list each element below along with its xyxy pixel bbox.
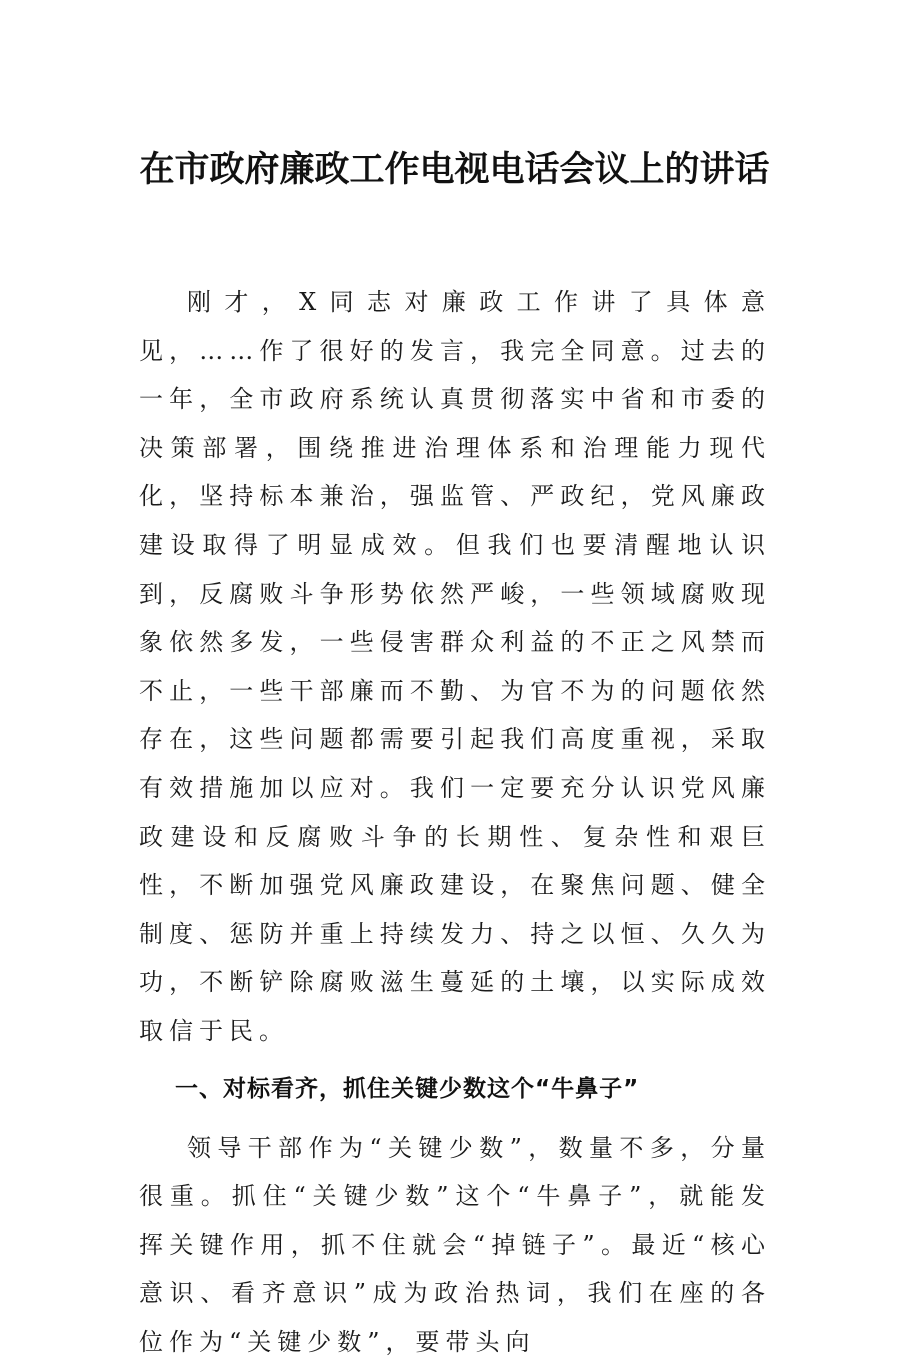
document-title: 在市政府廉政工作电视电话会议上的讲话: [0, 142, 909, 192]
paragraph-opening: 刚才，X同志对廉政工作讲了具体意见，……作了很好的发言，我完全同意。过去的一年，全市政府系统认真贯彻落实中省和市委的决策部署，围绕推进治理体系和治理能力现代化，坚持标本兼治，强监管、严政纪，党风廉政建设取得了明显成效。但我们也要清醒地认识到，反腐败斗争形势依然严峻，一些领域腐败现象依然多发，一些侵害群众利益的不正之风禁而不止，一些干部廉而不勤、为官不为的问题依然存在，这些问题都需要引起我们高度重视，采取有效措施加以应对。我们一定要充分认识党风廉政建设和反腐败斗争的长期性、复杂性和艰巨性，不断加强党风廉政建设，在聚焦问题、健全制度、惩防并重上持续发力、持之以恒、久久为功，不断铲除腐败滋生蔓延的土壤，以实际成效取信于民。: [139, 278, 771, 1056]
section-heading-1: 一、对标看齐，抓住关键少数这个“牛鼻子”: [139, 1056, 771, 1124]
document-body: [139, 278, 771, 1366]
paragraph-section-1: 领导干部作为“关键少数”，数量不多，分量很重。抓住“关键少数”这个“牛鼻子”，就能发挥关键作用，抓不住就会“掉链子”。最近“核心意识、看齐意识”成为政治热词，我们在座的各位作为“关键少数”，要带头向: [139, 1124, 771, 1366]
